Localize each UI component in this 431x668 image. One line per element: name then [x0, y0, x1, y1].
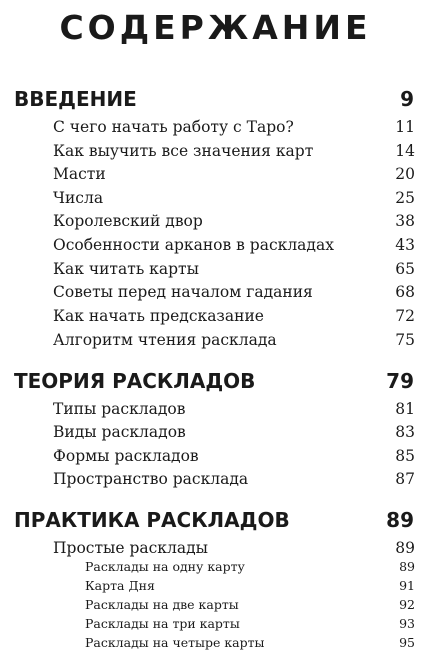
- toc-entry[interactable]: [53, 163, 415, 185]
- toc-entry[interactable]: [53, 116, 415, 138]
- toc-entry[interactable]: [53, 329, 415, 351]
- entry-label: Как читать карты: [53, 260, 199, 278]
- subentry-label: Карта Дня: [85, 578, 155, 593]
- entry-label: Виды раскладов: [53, 423, 186, 441]
- section-title: ТЕОРИЯ РАСКЛАДОВ: [14, 369, 256, 393]
- toc-entry[interactable]: [53, 234, 415, 256]
- entry-label: Масти: [53, 165, 106, 183]
- toc-subentry[interactable]: [85, 577, 415, 595]
- toc-subentry[interactable]: [85, 615, 415, 633]
- subentry-page-number: 91: [399, 578, 415, 593]
- toc-section-layout-practice[interactable]: [14, 506, 414, 534]
- entry-label: Королевский двор: [53, 212, 203, 230]
- entry-page-number: 14: [395, 142, 415, 160]
- toc-entry[interactable]: [53, 140, 415, 162]
- section-title: ВВЕДЕНИЕ: [14, 87, 137, 111]
- entry-label: Алгоритм чтения расклада: [53, 331, 277, 349]
- toc-entry[interactable]: [53, 281, 415, 303]
- entry-label: Числа: [53, 189, 104, 207]
- subentry-page-number: 93: [399, 616, 415, 631]
- subentry-label: Расклады на три карты: [85, 616, 240, 631]
- entry-page-number: 72: [395, 307, 415, 325]
- section-page-number: 89: [386, 508, 414, 532]
- toc-entry[interactable]: [53, 305, 415, 327]
- subentry-page-number: 95: [399, 635, 415, 650]
- subentry-label: Расклады на одну карту: [85, 559, 245, 574]
- entry-page-number: 81: [395, 400, 415, 418]
- toc-entry[interactable]: [53, 468, 415, 490]
- toc-entry[interactable]: [53, 421, 415, 443]
- toc-section-introduction[interactable]: [14, 85, 414, 113]
- toc-entry[interactable]: [53, 258, 415, 280]
- entry-page-number: 68: [395, 283, 415, 301]
- subentry-page-number: 92: [399, 597, 415, 612]
- subentry-label: Расклады на две карты: [85, 597, 239, 612]
- entry-page-number: 43: [395, 236, 415, 254]
- section-page-number: 9: [400, 87, 414, 111]
- toc-entry[interactable]: [53, 445, 415, 467]
- entry-page-number: 65: [395, 260, 415, 278]
- toc-subentry[interactable]: [85, 558, 415, 576]
- entry-page-number: 85: [395, 447, 415, 465]
- entry-label: Формы раскладов: [53, 447, 199, 465]
- section-page-number: 79: [386, 369, 414, 393]
- entry-page-number: 38: [395, 212, 415, 230]
- entry-label: Советы перед началом гадания: [53, 283, 313, 301]
- toc-section-layout-theory[interactable]: [14, 367, 414, 395]
- subentry-label: Расклады на четыре карты: [85, 635, 265, 650]
- entry-label: С чего начать работу с Таро?: [53, 118, 294, 136]
- toc-entry[interactable]: [53, 187, 415, 209]
- toc-entry[interactable]: [53, 210, 415, 232]
- entry-label: Как выучить все значения карт: [53, 142, 314, 160]
- page-title: СОДЕРЖАНИЕ: [59, 8, 372, 47]
- toc-subentry[interactable]: [85, 634, 415, 652]
- entry-page-number: 20: [395, 165, 415, 183]
- toc-entry[interactable]: [53, 537, 415, 559]
- toc-entry[interactable]: [53, 398, 415, 420]
- entry-label: Пространство расклада: [53, 470, 249, 488]
- subentry-page-number: 89: [399, 559, 415, 574]
- entry-page-number: 89: [395, 539, 415, 557]
- toc-subentry[interactable]: [85, 596, 415, 614]
- entry-label: Особенности арканов в раскладах: [53, 236, 334, 254]
- entry-label: Типы раскладов: [53, 400, 186, 418]
- entry-page-number: 83: [395, 423, 415, 441]
- entry-page-number: 25: [395, 189, 415, 207]
- entry-page-number: 11: [395, 118, 415, 136]
- entry-page-number: 75: [395, 331, 415, 349]
- entry-label: Простые расклады: [53, 539, 208, 557]
- entry-label: Как начать предсказание: [53, 307, 264, 325]
- entry-page-number: 87: [395, 470, 415, 488]
- section-title: ПРАКТИКА РАСКЛАДОВ: [14, 508, 290, 532]
